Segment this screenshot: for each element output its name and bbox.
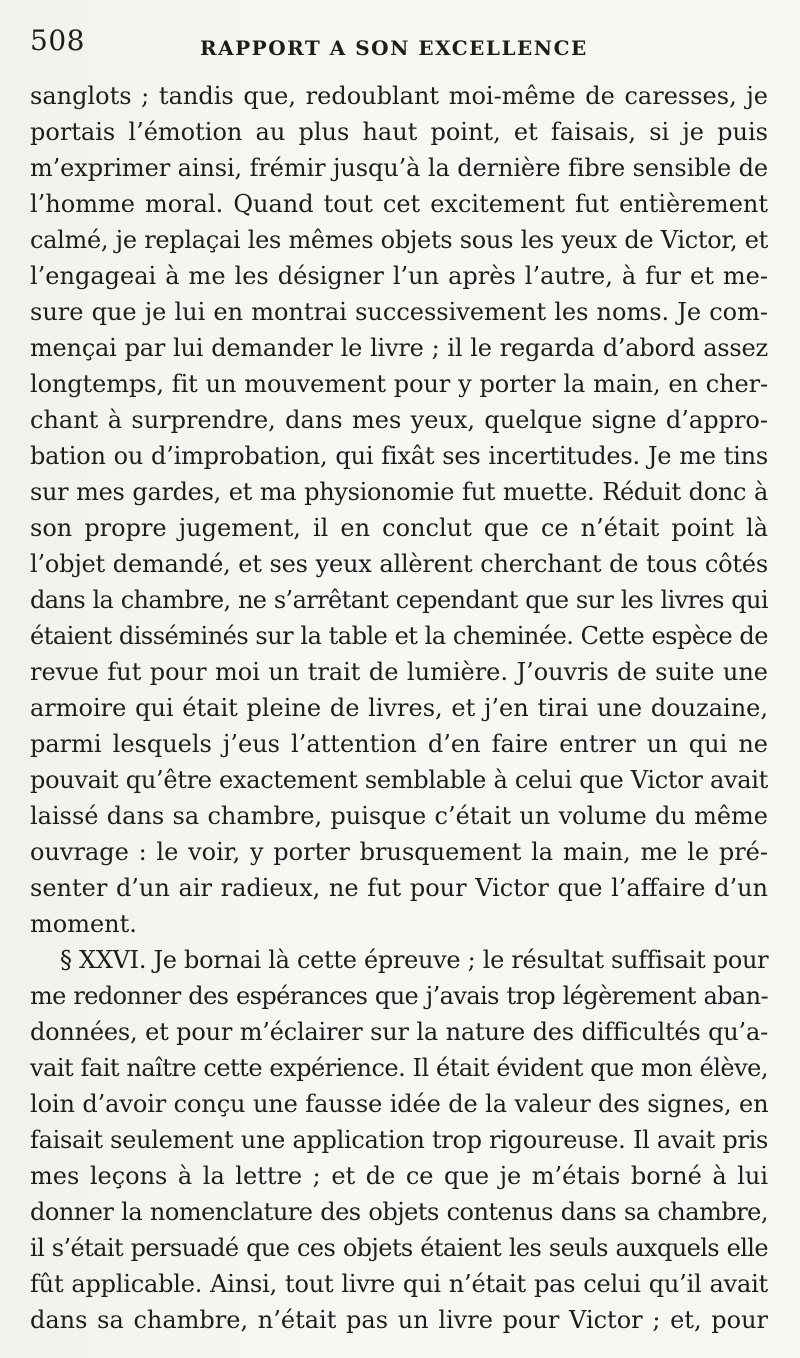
text-line: dans sa chambre, n’était pas un livre pour Victor ; et, pour (30, 1306, 768, 1334)
text-line: pouvait qu’être exactement semblable à celui que Victor avait (30, 766, 768, 794)
text-line: chant à surprendre, dans mes yeux, quelque signe d’appro- (30, 406, 768, 434)
text-line: me redonner des espérances que j’avais trop légèrement aban- (30, 982, 768, 1010)
text-line: parmi lesquels j’eus l’attention d’en faire entrer un qui ne (30, 730, 768, 758)
running-head: RAPPORT A SON EXCELLENCE (200, 36, 588, 60)
text-line: faisait seulement une application trop rigoureuse. Il avait pris (30, 1126, 768, 1154)
text-line: portais l’émotion au plus haut point, et faisais, si je puis (30, 118, 768, 146)
text-line: son propre jugement, il en conclut que ce n’était point là (30, 514, 768, 542)
text-line: revue fut pour moi un trait de lumière. J’ouvris de suite une (30, 658, 768, 686)
text-line: l’homme moral. Quand tout cet excitement fut entièrement (30, 190, 768, 218)
text-line: bation ou d’improbation, qui fixât ses incertitudes. Je me tins (30, 442, 768, 470)
section-heading-line: § XXVI. Je bornai là cette épreuve ; le résultat suffisait pour (60, 946, 769, 974)
text-line: l’objet demandé, et ses yeux allèrent cherchant de tous côtés (30, 550, 768, 578)
text-line: mençai par lui demander le livre ; il le regarda d’abord assez (30, 334, 768, 362)
text-line: dans la chambre, ne s’arrêtant cependant que sur les livres qui (30, 586, 768, 614)
text-line: sanglots ; tandis que, redoublant moi-même de caresses, je (30, 82, 768, 110)
text-line: armoire qui était pleine de livres, et j’en tirai une douzaine, (30, 694, 768, 722)
body-text (30, 78, 768, 1338)
text-line: moment. (30, 910, 137, 938)
text-line: donner la nomenclature des objets contenus dans sa chambre, (30, 1198, 768, 1226)
text-line: fût applicable. Ainsi, tout livre qui n’était pas celui qu’il avait (30, 1270, 768, 1298)
text-line: sure que je lui en montrai successivement les noms. Je com- (30, 298, 768, 326)
text-line: étaient disséminés sur la table et la cheminée. Cette espèce de (30, 622, 768, 650)
text-line: l’engageai à me les désigner l’un après l’autre, à fur et me- (30, 262, 768, 290)
text-line: laissé dans sa chambre, puisque c’était un volume du même (30, 802, 768, 830)
text-line: loin d’avoir conçu une fausse idée de la valeur des signes, en (30, 1090, 769, 1118)
text-line: calmé, je replaçai les mêmes objets sous les yeux de Victor, et (30, 226, 768, 254)
text-line: mes leçons à la lettre ; et de ce que je m’étais borné à lui (30, 1162, 768, 1190)
text-line: m’exprimer ainsi, frémir jusqu’à la dernière fibre sensible de (30, 154, 768, 182)
text-line: données, et pour m’éclairer sur la nature des difficultés qu’a- (30, 1018, 768, 1046)
text-line: il s’était persuadé que ces objets étaient les seuls auxquels elle (30, 1234, 768, 1262)
text-line: sur mes gardes, et ma physionomie fut muette. Réduit donc à (30, 478, 768, 506)
text-line: ouvrage : le voir, y porter brusquement la main, me le pré- (30, 838, 768, 866)
text-line: senter d’un air radieux, ne fut pour Victor que l’affaire d’un (30, 874, 768, 902)
page-number: 508 (30, 24, 85, 57)
page-header (0, 24, 800, 68)
text-line: vait fait naître cette expérience. Il était évident que mon élève, (30, 1054, 768, 1082)
text-line: longtemps, fit un mouvement pour y porter la main, en cher- (30, 370, 768, 398)
